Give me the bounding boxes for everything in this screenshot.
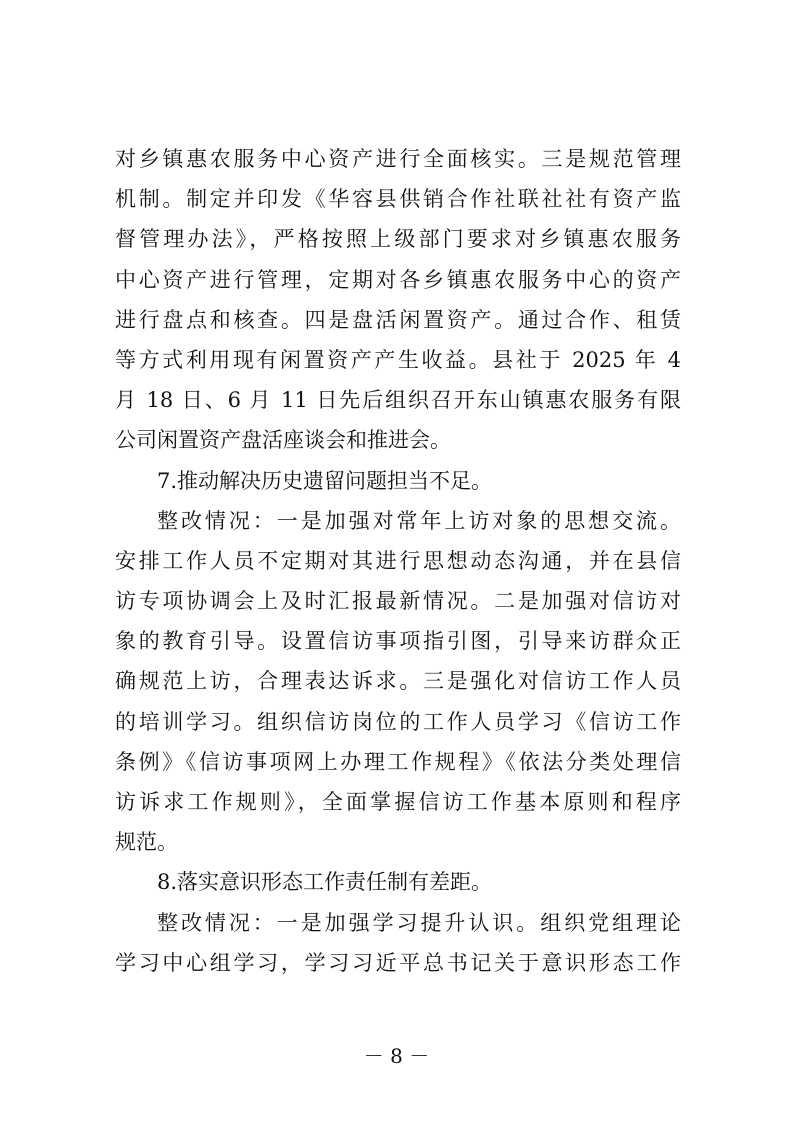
text-line: 进行盘点和核查。四是盘活闲置资产。通过合作、租赁 (115, 307, 681, 332)
section-heading-7: 7.推动解决历史遗留问题担当不足。 (157, 468, 493, 493)
text-line: 公司闲置资产盘活座谈会和推进会。 (115, 428, 451, 453)
page-number: － 8 － (363, 1044, 430, 1068)
body-text (115, 139, 681, 983)
text-line: 等方式利用现有闲置资产产生收益。县社于 2025 年 4 (115, 347, 681, 372)
text-line: 确规范上访，合理表达诉求。三是强化对信访工作人员 (115, 669, 681, 694)
text-line: 条例》《信访事项网上办理工作规程》《依法分类处理信 (115, 749, 681, 774)
text-line: 访诉求工作规则》，全面掌握信访工作基本原则和程序 (115, 790, 681, 814)
text-line: 访专项协调会上及时汇报最新情况。二是加强对信访对 (115, 589, 681, 614)
text-line: 学习中心组学习，学习习近平总书记关于意识形态工作 (115, 950, 681, 975)
text-line: 中心资产进行管理，定期对各乡镇惠农服务中心的资产 (115, 267, 681, 292)
text-line: 整改情况：一是加强对常年上访对象的思想交流。 (157, 508, 681, 533)
text-line: 整改情况：一是加强学习提升认识。组织党组理论 (157, 910, 681, 935)
text-line: 规范。 (115, 830, 178, 855)
text-line: 督管理办法》，严格按照上级部门要求对乡镇惠农服务 (115, 227, 681, 252)
text-line: 机制。制定并印发《华容县供销合作社联社社有资产监 (115, 187, 681, 212)
text-line: 象的教育引导。设置信访事项指引图，引导来访群众正 (115, 629, 681, 654)
section-heading-8: 8.落实意识形态工作责任制有差距。 (157, 870, 493, 895)
text-line: 月 18 日、6 月 11 日先后组织召开东山镇惠农服务有限 (115, 388, 681, 413)
text-line: 的培训学习。组织信访岗位的工作人员学习《信访工作 (115, 709, 681, 734)
text-line: 安排工作人员不定期对其进行思想动态沟通，并在县信 (115, 548, 681, 573)
text-line: 对乡镇惠农服务中心资产进行全面核实。三是规范管理 (115, 147, 681, 171)
